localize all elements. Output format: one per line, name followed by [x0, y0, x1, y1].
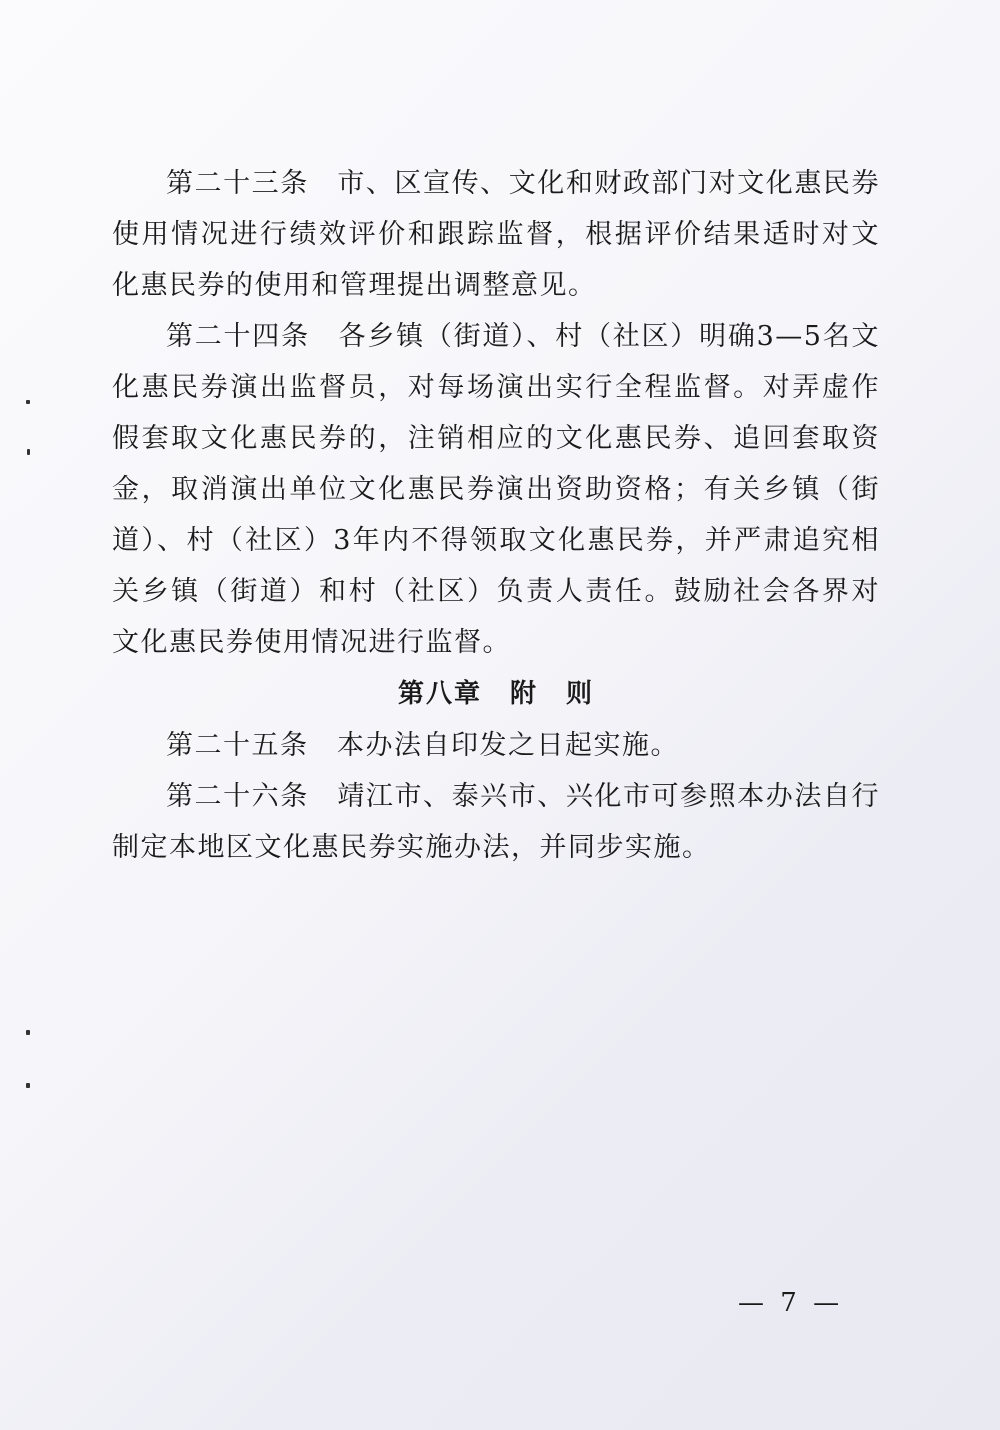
- binding-hole-mark: [26, 1030, 30, 1035]
- chapter-title: 第八章 附 则: [397, 679, 594, 709]
- binding-hole-mark: [27, 449, 30, 455]
- binding-hole-mark: [26, 400, 30, 404]
- article-23: 第二十三条 市、区宣传、文化和财政部门对文化惠民券使用情况进行绩效评价和跟踪监督，根据评价结果适时对文化惠民券的使用和管理提出调整意见。: [112, 168, 880, 301]
- document-body: [112, 158, 880, 873]
- article-25: 第二十五条 本办法自印发之日起实施。: [166, 730, 679, 761]
- article-26: 第二十六条 靖江市、泰兴市、兴化市可参照本办法自行制定本地区文化惠民券实施办法，并同步实施。: [112, 781, 880, 863]
- page-number: — 7 —: [738, 1288, 844, 1318]
- binding-hole-mark: [26, 1083, 30, 1088]
- article-24: 第二十四条 各乡镇（街道）、村（社区）明确3—5名文化惠民券演出监督员，对每场演出实行全程监督。对弄虚作假套取文化惠民券的，注销相应的文化惠民券、追回套取资金，取消演出单位文化惠民券演出资助资格；有关乡镇（街道）、村（社区）3年内不得领取文化惠民券，并严肃追究相关乡镇（街道）和村（社区）负责人责任。鼓励社会各界对文化惠民券使用情况进行监督。: [112, 321, 880, 658]
